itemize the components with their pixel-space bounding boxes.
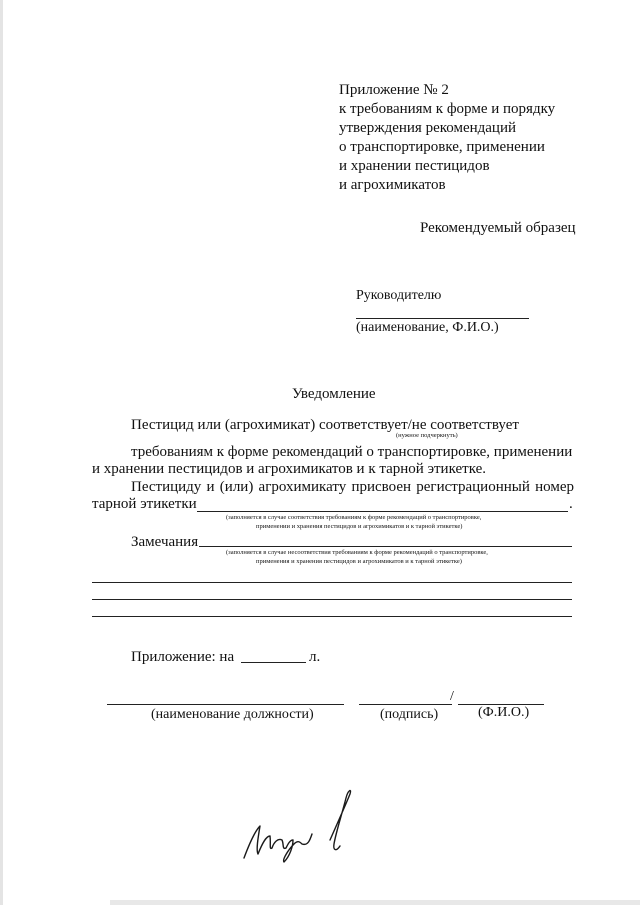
remarks-field-line [199, 546, 572, 547]
appendix-header-line: Приложение № 2 [339, 82, 449, 98]
remarks-hint-line2: применения и хранения пестицидов и агрохимикатов и к тарной этикетке) [256, 558, 462, 565]
appendix-header [339, 81, 555, 195]
remarks-line [92, 582, 572, 583]
reg-number-hint-line2: применении и хранения пестицидов и агрохимикатов и к тарной этикетке) [256, 523, 463, 530]
addressee-field-line [356, 318, 529, 319]
reg-number-field-line [197, 511, 568, 512]
notice-para1-line1: Пестицид или (агрохимикат) соответствует/не соответствует [131, 417, 519, 433]
notice-title: Уведомление [292, 386, 376, 402]
scan-edge [0, 0, 3, 905]
appendix-header-line: и агрохимикатов [339, 177, 446, 193]
remarks-line [92, 616, 572, 617]
addressee-caption: (наименование, Ф.И.О.) [356, 320, 499, 335]
reg-number-end: . [569, 496, 573, 512]
attachment-label: Приложение: на [131, 649, 235, 665]
attachment-pages-line [241, 662, 306, 663]
position-caption: (наименование должности) [151, 707, 314, 722]
addressee-label: Руководителю [356, 288, 442, 303]
notice-para1-line2: требованиям к форме рекомендаций о транспортировке, применении [131, 444, 573, 460]
reg-number-hint-line1: (заполняется в случае соответствия требованиям к форме рекомендаций о транспортировке, [226, 514, 482, 521]
sample-label: Рекомендуемый образец [420, 220, 576, 236]
attachment-suffix: л. [309, 649, 321, 665]
signature-caption: (подпись) [380, 707, 439, 722]
signature-field-line [359, 704, 452, 705]
appendix-header-line: к требованиям к форме и порядку [339, 101, 556, 117]
signature-slash: / [450, 689, 454, 704]
reg-number-label: тарной этикетки [92, 496, 197, 512]
position-field-line [107, 704, 344, 705]
appendix-header-line: утверждения рекомендаций [339, 120, 517, 136]
notice-para1-hint: (нужное подчеркнуть) [396, 432, 458, 439]
remarks-hint-line1: (заполняется в случае несоответствия требованиям к форме рекомендаций о транспортировке, [226, 549, 488, 556]
notice-para1-line3: и хранении пестицидов и агрохимикатов и к тарной этикетке. [92, 461, 487, 477]
remarks-label: Замечания [131, 534, 199, 550]
scan-bottom-edge [110, 900, 640, 905]
appendix-header-line: о транспортировке, применении [339, 139, 545, 155]
notice-para2-line1: Пестициду и (или) агрохимикату присвоен регистрационный номер [131, 479, 574, 495]
fio-caption: (Ф.И.О.) [478, 705, 530, 720]
appendix-header-line: и хранении пестицидов [339, 158, 490, 174]
handwritten-signature [238, 780, 368, 880]
remarks-line [92, 599, 572, 600]
